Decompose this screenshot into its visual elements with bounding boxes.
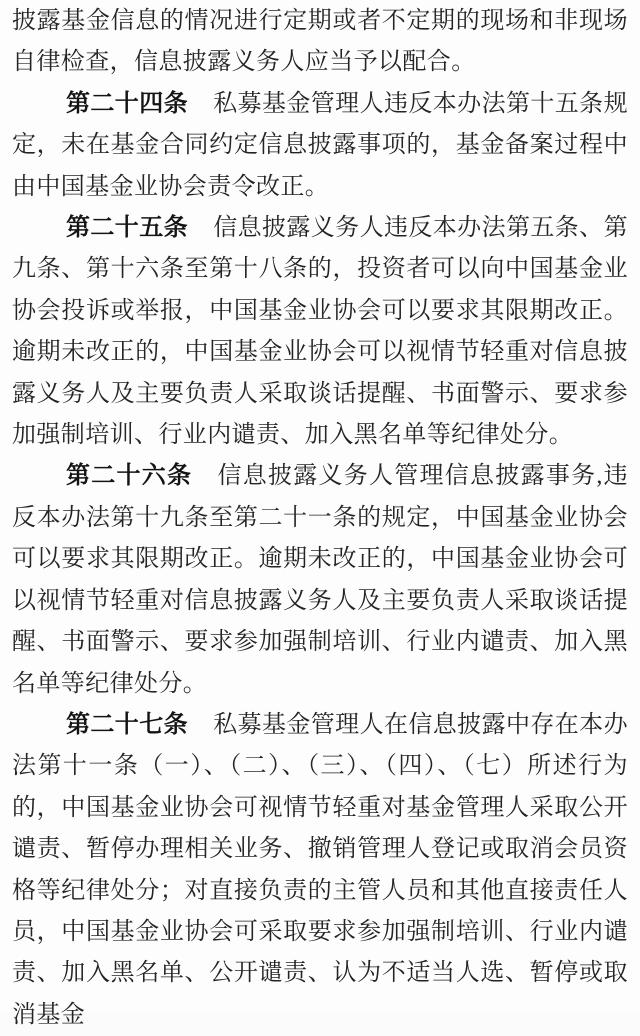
- document-body: [12, 1, 628, 1036]
- article-number: 第二十七条: [66, 711, 188, 738]
- paragraph-article-24: [12, 84, 628, 208]
- paragraph-text: 私募基金管理人在信息披露中存在本办法第十一条（一）、（二）、（三）、（四）、（七）所述行为的，中国基金业协会可视情节轻重对基金管理人采取公开谴责、暂停办理相关业务、撤销管理人登记或取消会员资格等纪律处分；对直接负责的主管人员和其他直接责任人员，中国基金业协会可采取要求参加强制培训、行业内谴责、加入黑名单、公开谴责、认为不适当人选、暂停或取消基金: [12, 711, 628, 1028]
- article-number: 第二十五条: [66, 215, 188, 242]
- article-number: 第二十六条: [66, 463, 193, 490]
- paragraph-article-26: [12, 456, 628, 704]
- paragraph-continuation: [12, 1, 628, 84]
- paragraph-text: 信息披露义务人违反本办法第五条、第九条、第十六条至第十八条的，投资者可以向中国基金业协会投诉或举报，中国基金业协会可以要求其限期改正。逾期未改正的，中国基金业协会可以视情节轻重对信息披露义务人及主要负责人采取谈话提醒、书面警示、要求参加强制培训、行业内谴责、加入黑名单等纪律处分。: [12, 215, 628, 449]
- paragraph-text: 私募基金管理人违反本办法第十五条规定，未在基金合同约定信息披露事项的，基金备案过程中由中国基金业协会责令改正。: [12, 90, 628, 200]
- paragraph-text: 披露基金信息的情况进行定期或者不定期的现场和非现场自律检查，信息披露义务人应当予以配合。: [12, 8, 628, 76]
- paragraph-text: 信息披露义务人管理信息披露事务,违反本办法第十九条至第二十一条的规定，中国基金业协会可以要求其限期改正。逾期未改正的，中国基金业协会可以视情节轻重对信息披露义务人及主要负责人采取谈话提醒、书面警示、要求参加强制培训、行业内谴责、加入黑名单等纪律处分。: [12, 463, 628, 697]
- article-number: 第二十四条: [66, 90, 188, 117]
- paragraph-article-25: [12, 208, 628, 456]
- paragraph-article-27: [12, 705, 628, 1036]
